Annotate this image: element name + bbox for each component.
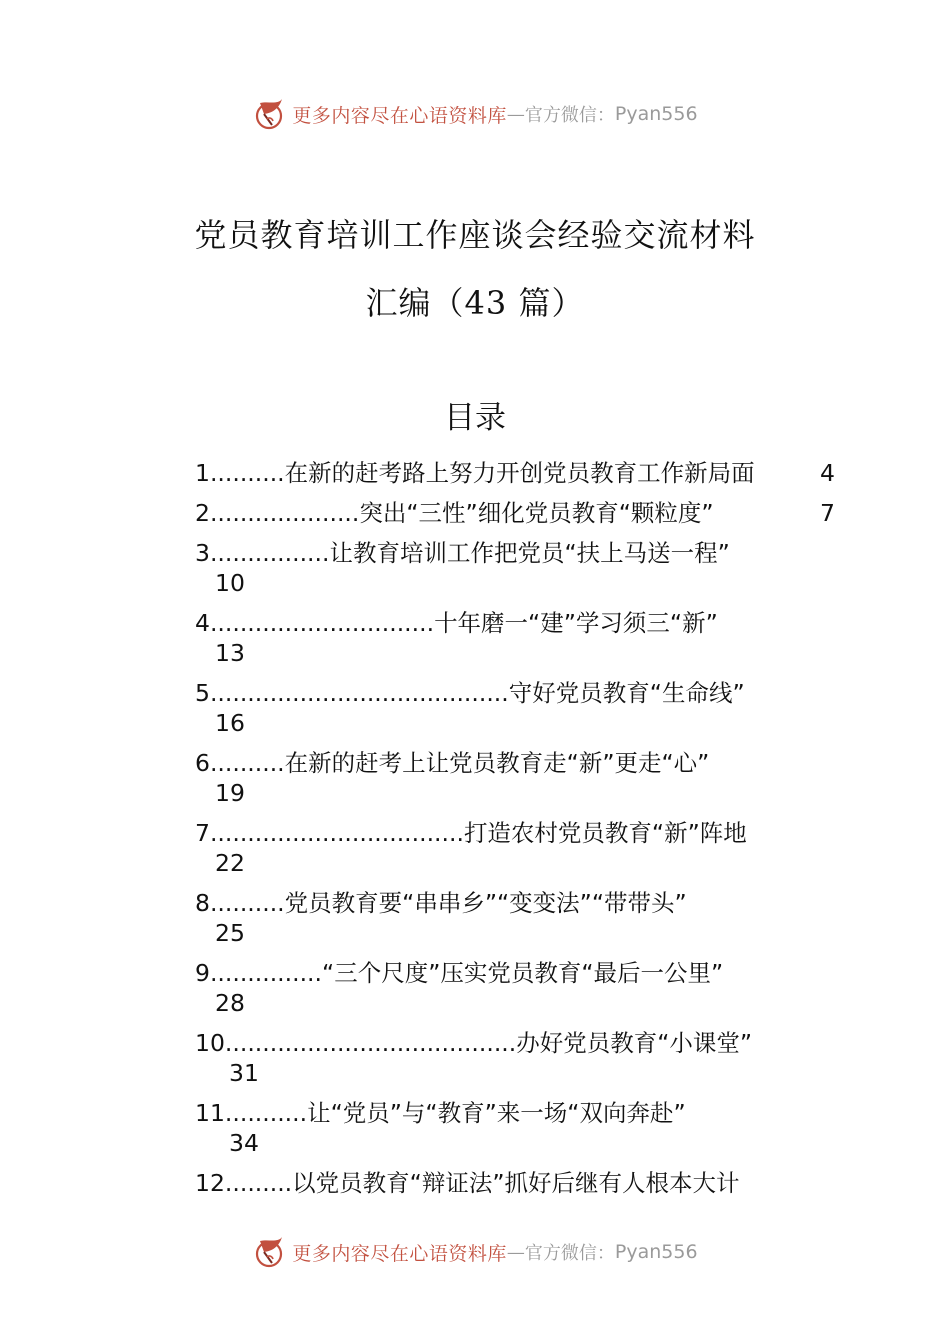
toc-item-6[interactable] [195,748,845,818]
toc-title: 让“党员”与“教育”来一场“双向奔赴” [307,1099,686,1127]
toc-leader: 8.......... [195,889,285,917]
document-title-line1: 党员教育培训工作座谈会经验交流材料 [194,216,756,254]
watermark-dash: — [506,103,525,125]
toc-title: 让教育培训工作把党员“扶上马送一程” [329,539,730,567]
toc-page: 22 [215,849,245,877]
document-title-line2: 汇编（43 篇） [365,284,585,322]
toc-page: 31 [229,1059,259,1087]
toc-leader: 3................ [195,539,330,567]
table-of-contents [195,458,845,1208]
toc-leader: 5........................................ [195,679,509,707]
toc-page: 34 [229,1129,259,1157]
toc-title: 在新的赶考路上努力开创党员教育工作新局面 [284,459,755,487]
toc-leader: 9............... [195,959,323,987]
toc-title: 办好党员教育“小课堂” [516,1029,753,1057]
toc-page: 7 [820,499,835,527]
watermark-wechat-id: Pyan556 [614,103,698,125]
toc-title: 突出“三性”细化党员教育“颗粒度” [359,499,714,527]
watermark-dash: — [506,1241,525,1263]
toc-item-1[interactable] [195,458,845,498]
toc-page: 28 [215,989,245,1017]
toc-title: 以党员教育“辩证法”抓好后继有人根本大计 [292,1169,740,1197]
toc-item-5[interactable] [195,678,845,748]
toc-item-4[interactable] [195,608,845,678]
watermark-side-text: 官方微信： [524,105,615,126]
toc-title: 守好党员教育“生命线” [508,679,745,707]
toc-page: 16 [215,709,245,737]
toc-page: 13 [215,639,245,667]
toc-leader: 1.......... [195,459,285,487]
toc-leader: 11........... [195,1099,308,1127]
watermark-main-text: 更多内容尽在心语资料库 [292,104,507,127]
toc-item-9[interactable] [195,958,845,1028]
watermark-footer [0,1232,950,1272]
toc-title: 在新的赶考上让党员教育走“新”更走“心” [284,749,710,777]
quill-logo-icon [252,1235,286,1269]
toc-leader: 12......... [195,1169,293,1197]
toc-item-2[interactable] [195,498,845,538]
toc-title: 十年磨一“建”学习须三“新” [434,609,718,637]
toc-page: 19 [215,779,245,807]
toc-leader: 6.......... [195,749,285,777]
watermark-main-text: 更多内容尽在心语资料库 [292,1242,507,1265]
toc-item-12[interactable] [195,1168,845,1208]
toc-item-11[interactable] [195,1098,845,1168]
toc-title: 党员教育要“串串乡”“变变法”“带带头” [284,889,687,917]
toc-leader: 4.............................. [195,609,435,637]
toc-page: 25 [215,919,245,947]
toc-leader: 10....................................... [195,1029,517,1057]
toc-title: “三个尺度”压实党员教育“最后一公里” [322,959,724,987]
quill-logo-icon [252,97,286,131]
toc-leader: 2.................... [195,499,360,527]
watermark-header [0,94,950,134]
toc-item-3[interactable] [195,538,845,608]
watermark-wechat-id: Pyan556 [614,1241,698,1263]
watermark-side-text: 官方微信： [524,1243,615,1264]
toc-item-8[interactable] [195,888,845,958]
toc-item-10[interactable] [195,1028,845,1098]
toc-heading: 目录 [444,400,506,436]
toc-page: 4 [820,459,835,487]
toc-item-7[interactable] [195,818,845,888]
toc-page: 10 [215,569,245,597]
toc-leader: 7.................................. [195,819,464,847]
toc-title: 打造农村党员教育“新”阵地 [463,819,747,847]
